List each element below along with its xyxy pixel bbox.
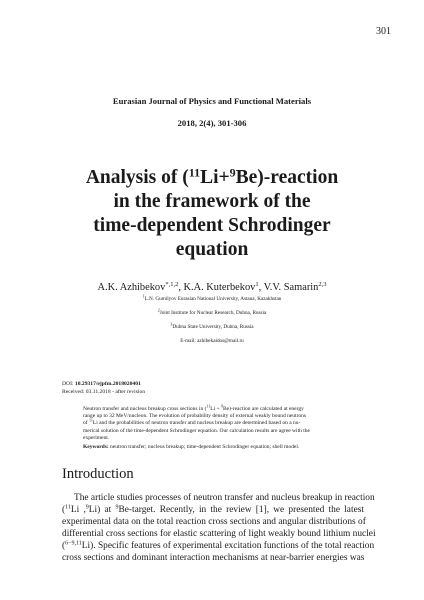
title-line-4: equation <box>175 239 249 260</box>
author-list <box>0 282 424 293</box>
author-email[interactable]: E-mail: azhibekaidos@mail.ru <box>180 338 244 344</box>
author-affiliation-mark: 2,3 <box>318 281 327 289</box>
title-line-2: in the framework of the <box>113 191 311 212</box>
author-name: A.K. Azhibekov <box>97 282 166 293</box>
affiliation-text: L.N. Gumilyov Eurasian National University, Astana, Kazakhstan <box>144 296 282 302</box>
received-date: Received: 03.11.2018 - after revision <box>62 389 146 395</box>
affiliation-text: Dubna State University, Dubna, Russia <box>172 324 254 330</box>
abstract-text: Li and the probabilities of neutron transfer and nucleus breakup are determined based on a nu- <box>92 420 301 427</box>
body-line <box>62 540 375 552</box>
affiliation <box>0 293 424 302</box>
body-text: ( <box>62 505 66 515</box>
affiliation-mark: 1 <box>142 293 145 299</box>
author-name: , V.V. Samarin <box>258 282 319 293</box>
author-affiliation-mark: 1 <box>255 281 259 289</box>
title-line-3: time-dependent Schrodinger <box>93 215 331 236</box>
body-line <box>62 504 364 516</box>
abstract-line: range up to 32 MeV/nucleon. The evolution of probability density of external weakly bound neutrons <box>83 413 307 420</box>
abstract-superscript: 11 <box>206 403 211 409</box>
abstract-text: Be)-reaction are calculated at energy <box>223 406 304 412</box>
body-line: experimental data on the total reaction cross sections and angular distributions of <box>62 517 366 527</box>
author-name: , K.A. Kuterbekov <box>178 282 256 293</box>
abstract-superscript: 11 <box>88 418 93 424</box>
abstract-line: merical solution of the time-dependent Schrodinger equation. Our calculation results are agree with the <box>83 427 310 434</box>
introduction-paragraph <box>62 492 376 564</box>
affiliation <box>0 307 424 316</box>
affiliation-text: Joint Institute for Nuclear Research, Dubna, Russia <box>159 310 267 316</box>
journal-issue: 2018, 2(4), 301-306 <box>177 118 247 128</box>
keywords-label: Keywords: <box>83 444 109 450</box>
title-line-1 <box>0 166 424 190</box>
body-superscript: 6−9,11 <box>65 540 82 547</box>
page-number: 301 <box>376 26 391 37</box>
abstract-text: of <box>83 420 89 427</box>
abstract-line: experiment. <box>83 434 110 441</box>
body-text: Li , <box>70 505 86 515</box>
body-text: Li) at <box>88 505 116 515</box>
affiliation-mark: 2 <box>157 307 160 313</box>
affiliation <box>0 321 424 330</box>
section-heading-introduction: Introduction <box>62 466 134 482</box>
keywords-text: neutron transfer; nucleus breakup; time-dependent Schrodinger equation; shell model. <box>108 444 300 450</box>
title-text: Be)-reaction <box>235 167 339 188</box>
body-line: The article studies processes of neutron transfer and nucleus breakup in reaction <box>74 493 375 503</box>
abstract <box>83 403 359 442</box>
body-text: Be-target. Recently, in the review [1], we presented the latest <box>118 505 364 515</box>
article-title <box>0 166 424 262</box>
abstract-line <box>83 420 359 427</box>
doi-label: DOI: <box>62 381 75 387</box>
body-text: ( <box>62 541 66 551</box>
body-superscript: 11 <box>65 504 71 511</box>
body-line: cross sections and dominant interaction mechanisms at near-barrier energies was <box>62 553 365 563</box>
doi-line <box>62 381 141 387</box>
title-text: Analysis of ( <box>85 167 189 188</box>
keywords <box>83 444 359 450</box>
body-text: Li). Specific features of experimental excitation functions of the total reaction <box>81 541 375 551</box>
title-text: Li+ <box>200 167 230 188</box>
body-superscript: 9 <box>85 504 89 511</box>
title-superscript: 9 <box>229 165 236 180</box>
abstract-text: Neutron transfer and nucleus breakup cross sections in ( <box>83 406 207 412</box>
abstract-text: Li + <box>210 406 222 412</box>
journal-name: Eurasian Journal of Physics and Functional Materials <box>112 96 312 106</box>
abstract-superscript: 9 <box>221 403 224 409</box>
doi-value[interactable]: 10.29317/ejpfm.2018020401 <box>74 381 141 387</box>
affiliation-mark: 3 <box>170 321 173 327</box>
body-superscript: 9 <box>115 504 119 511</box>
author-affiliation-mark: *,1,2 <box>165 281 179 289</box>
body-line: differential cross sections for elastic scattering of light weakly bound lithium nuclei <box>62 529 376 539</box>
title-superscript: 11 <box>188 165 201 180</box>
